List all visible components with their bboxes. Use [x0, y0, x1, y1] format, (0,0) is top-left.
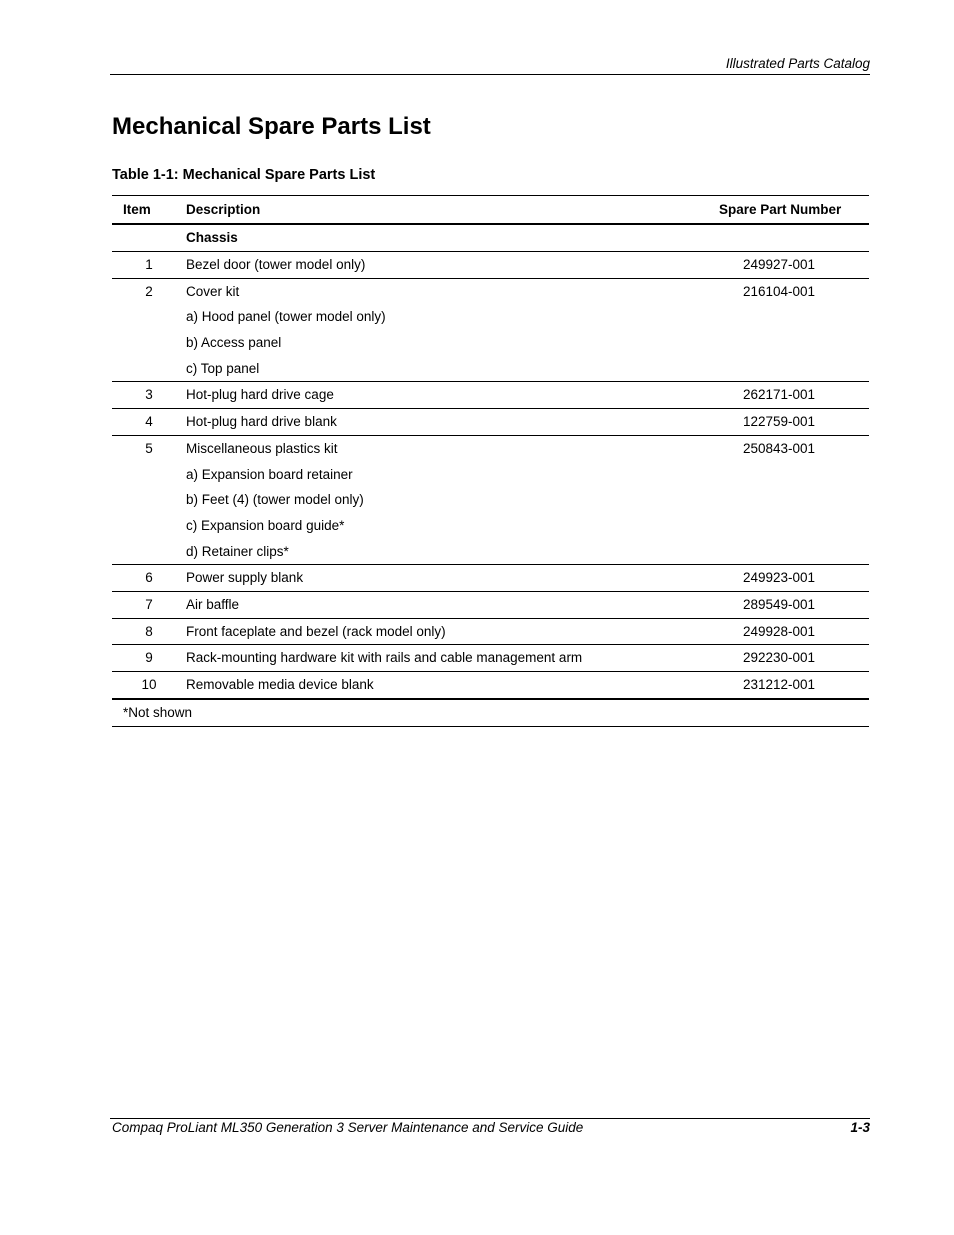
table-note: *Not shown	[112, 699, 869, 727]
item-number	[112, 409, 186, 436]
sub-item-text: d) Retainer clips*	[186, 543, 289, 559]
spare-part-number-text: 262171-001	[743, 387, 816, 403]
table-note-body	[112, 699, 869, 727]
parts-table-container	[112, 195, 869, 727]
spare-part-number	[719, 409, 869, 436]
sub-item-text: c) Top panel	[186, 360, 260, 376]
description-text: Miscellaneous plastics kit	[186, 440, 338, 456]
section-part-cell	[719, 224, 869, 252]
description-cell	[186, 252, 719, 279]
description-cell	[186, 672, 719, 699]
section-item-cell	[112, 224, 186, 252]
spare-part-number-text: 249927-001	[743, 257, 816, 272]
spare-part-number	[719, 252, 869, 279]
description-cell	[186, 591, 719, 618]
spare-part-number	[719, 435, 869, 564]
item-number	[112, 435, 186, 564]
item-number-text: 7	[145, 596, 153, 612]
spare-part-number-text: 289549-001	[743, 596, 816, 612]
sub-item-text: b) Access panel	[186, 335, 282, 351]
spare-part-number	[719, 382, 869, 409]
spare-part-number-text: 292230-001	[743, 650, 816, 666]
item-number	[112, 618, 186, 645]
table-row	[112, 591, 869, 618]
table-row	[112, 252, 869, 279]
item-number-text: 5	[145, 440, 153, 456]
item-number-text: 10	[141, 677, 157, 692]
column-header-part-number: Spare Part Number	[719, 196, 869, 225]
description-text: Front faceplate and bezel (rack model only)	[186, 623, 446, 639]
table-row	[112, 382, 869, 409]
spare-part-number-text: 122759-001	[743, 414, 816, 430]
description-cell	[186, 382, 719, 409]
description-cell	[186, 409, 719, 436]
description-text: Hot-plug hard drive cage	[186, 387, 334, 403]
description-cell	[186, 435, 719, 564]
section-row	[112, 224, 869, 252]
item-number	[112, 382, 186, 409]
spare-part-number	[719, 618, 869, 645]
description-text: Hot-plug hard drive blank	[186, 414, 337, 430]
footer-title: Compaq ProLiant ML350 Generation 3 Server Maintenance and Service Guide	[112, 1120, 584, 1135]
spare-part-number-text: 231212-001	[743, 677, 816, 692]
item-number-text: 4	[145, 414, 153, 430]
description-cell	[186, 618, 719, 645]
sub-item-text: a) Hood panel (tower model only)	[186, 309, 386, 325]
description-text: Bezel door (tower model only)	[186, 257, 366, 272]
item-number	[112, 565, 186, 592]
header-rule	[110, 74, 870, 75]
description-text: Cover kit	[186, 283, 240, 299]
column-header-description: Description	[186, 196, 719, 225]
page-number: 1-3	[850, 1120, 870, 1135]
note-row	[112, 699, 869, 727]
item-number-text: 3	[145, 387, 153, 403]
spare-part-number-text: 249923-001	[743, 570, 816, 586]
spare-part-number-text: 249928-001	[743, 623, 816, 639]
spare-part-number	[719, 565, 869, 592]
table-row	[112, 565, 869, 592]
description-cell	[186, 278, 719, 382]
spare-part-number	[719, 591, 869, 618]
item-number	[112, 672, 186, 699]
table-row	[112, 278, 869, 382]
description-cell	[186, 645, 719, 672]
page-title: Mechanical Spare Parts List	[112, 113, 431, 140]
item-number-text: 6	[145, 570, 153, 586]
description-text: Rack-mounting hardware kit with rails and cable management arm	[186, 650, 583, 666]
spare-part-number-text: 216104-001	[743, 283, 816, 299]
item-number-text: 9	[145, 650, 153, 666]
description-text: Air baffle	[186, 596, 240, 612]
table-row	[112, 618, 869, 645]
spare-part-number	[719, 645, 869, 672]
item-number-text: 1	[145, 257, 153, 272]
table-body	[112, 224, 869, 699]
table-caption: Table 1-1: Mechanical Spare Parts List	[112, 167, 376, 183]
item-number-text: 2	[145, 283, 153, 299]
table-header-row	[112, 196, 869, 225]
section-label: Chassis	[186, 224, 719, 252]
description-text: Removable media device blank	[186, 677, 374, 692]
sub-item-text: a) Expansion board retainer	[186, 466, 353, 482]
sub-item-text: c) Expansion board guide*	[186, 517, 345, 533]
table-row	[112, 409, 869, 436]
parts-table	[112, 195, 869, 727]
spare-part-number-text: 250843-001	[743, 440, 816, 456]
item-number	[112, 645, 186, 672]
sub-item-text: b) Feet (4) (tower model only)	[186, 492, 364, 508]
spare-part-number	[719, 672, 869, 699]
description-text: Power supply blank	[186, 570, 304, 586]
item-number	[112, 252, 186, 279]
item-number	[112, 591, 186, 618]
item-number	[112, 278, 186, 382]
table-row	[112, 672, 869, 699]
footer-rule	[110, 1118, 870, 1119]
column-header-item: Item	[112, 196, 186, 225]
running-header: Illustrated Parts Catalog	[725, 56, 870, 71]
table-row	[112, 645, 869, 672]
table-row	[112, 435, 869, 564]
item-number-text: 8	[145, 623, 153, 639]
description-cell	[186, 565, 719, 592]
spare-part-number	[719, 278, 869, 382]
